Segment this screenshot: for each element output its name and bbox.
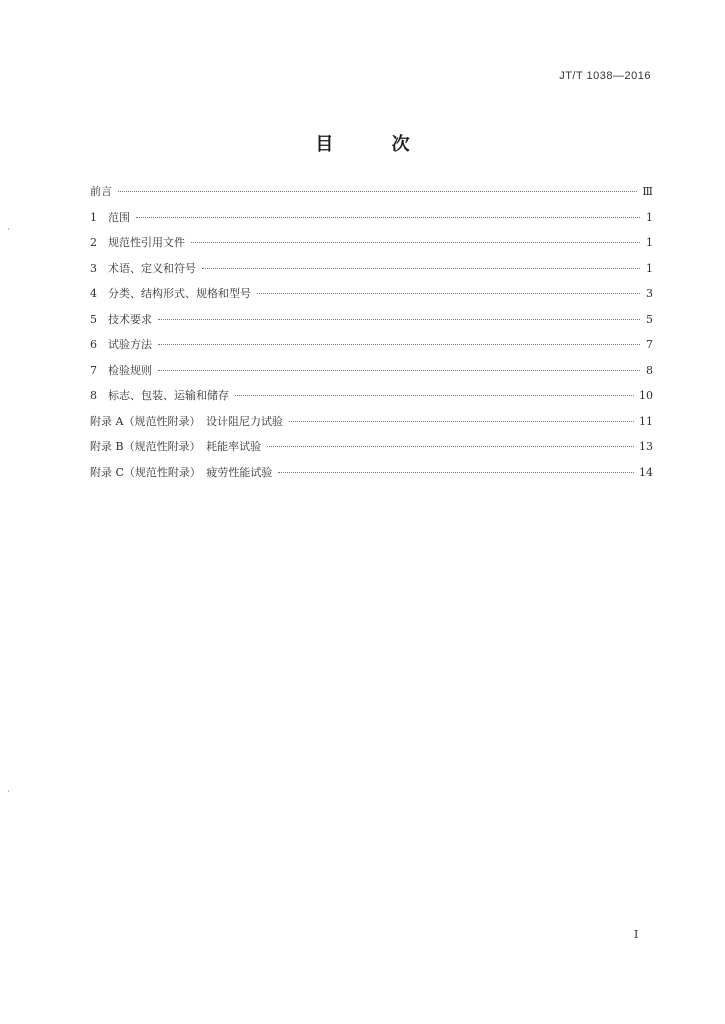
table-of-contents	[90, 185, 653, 491]
page-number: Ⅰ	[634, 928, 639, 941]
toc-entry-label: 5 技术要求	[90, 312, 152, 326]
toc-entry-label: 6 试验方法	[90, 338, 152, 351]
toc-entry-page: 7	[646, 338, 653, 351]
toc-entry-page: 14	[639, 465, 653, 479]
toc-entry-marking-packaging[interactable]	[90, 389, 653, 415]
page-title: 目 次	[315, 134, 436, 155]
toc-leader-dots	[289, 421, 634, 422]
toc-entry-label: 附录 C（规范性附录） 疲劳性能试验	[90, 465, 273, 479]
toc-leader-dots	[158, 319, 640, 320]
toc-leader-dots	[202, 268, 640, 269]
toc-leader-dots	[191, 242, 640, 243]
toc-leader-dots	[278, 472, 634, 473]
toc-leader-dots	[136, 217, 640, 218]
toc-entry-label: 2 规范性引用文件	[90, 236, 185, 249]
toc-entry-inspection-rules[interactable]	[90, 364, 653, 390]
toc-entry-page: 10	[639, 389, 653, 402]
toc-entry-label: 7 检验规则	[90, 363, 152, 377]
toc-entry-page: Ⅲ	[642, 185, 653, 198]
toc-entry-page: 1	[646, 210, 653, 224]
toc-entry-page: 3	[646, 287, 653, 300]
toc-leader-dots	[267, 446, 634, 447]
toc-entry-terms-definitions[interactable]	[90, 262, 653, 288]
toc-leader-dots	[158, 344, 640, 345]
toc-entry-annex-c[interactable]	[90, 466, 653, 492]
toc-leader-dots	[235, 395, 634, 396]
toc-leader-dots	[158, 370, 640, 371]
toc-entry-scope[interactable]	[90, 211, 653, 237]
toc-entry-test-methods[interactable]	[90, 338, 653, 364]
toc-entry-label: 附录 A（规范性附录） 设计阻尼力试验	[90, 414, 283, 428]
toc-entry-page: 11	[639, 414, 653, 428]
toc-entry-label: 前言	[90, 185, 112, 198]
toc-entry-page: 1	[646, 261, 653, 275]
toc-entry-label: 1 范围	[90, 210, 130, 224]
scan-margin-mark	[8, 790, 9, 792]
toc-leader-dots	[257, 293, 640, 294]
toc-entry-page: 5	[646, 312, 653, 326]
scan-margin-mark	[8, 228, 9, 230]
toc-entry-page: 13	[639, 440, 653, 453]
toc-leader-dots	[118, 191, 637, 192]
toc-entry-technical-requirements[interactable]	[90, 313, 653, 339]
toc-entry-label: 4 分类、结构形式、规格和型号	[90, 287, 251, 300]
standard-code: JT/T 1038—2016	[559, 70, 651, 82]
toc-entry-page: 1	[646, 236, 653, 249]
toc-entry-classification[interactable]	[90, 287, 653, 313]
toc-entry-label: 附录 B（规范性附录） 耗能率试验	[90, 440, 262, 453]
toc-entry-annex-a[interactable]	[90, 415, 653, 441]
toc-entry-foreword[interactable]	[90, 185, 653, 211]
toc-entry-annex-b[interactable]	[90, 440, 653, 466]
toc-entry-label: 3 术语、定义和符号	[90, 261, 196, 275]
toc-entry-page: 8	[646, 363, 653, 377]
toc-entry-normative-references[interactable]	[90, 236, 653, 262]
toc-entry-label: 8 标志、包装、运输和储存	[90, 389, 229, 402]
